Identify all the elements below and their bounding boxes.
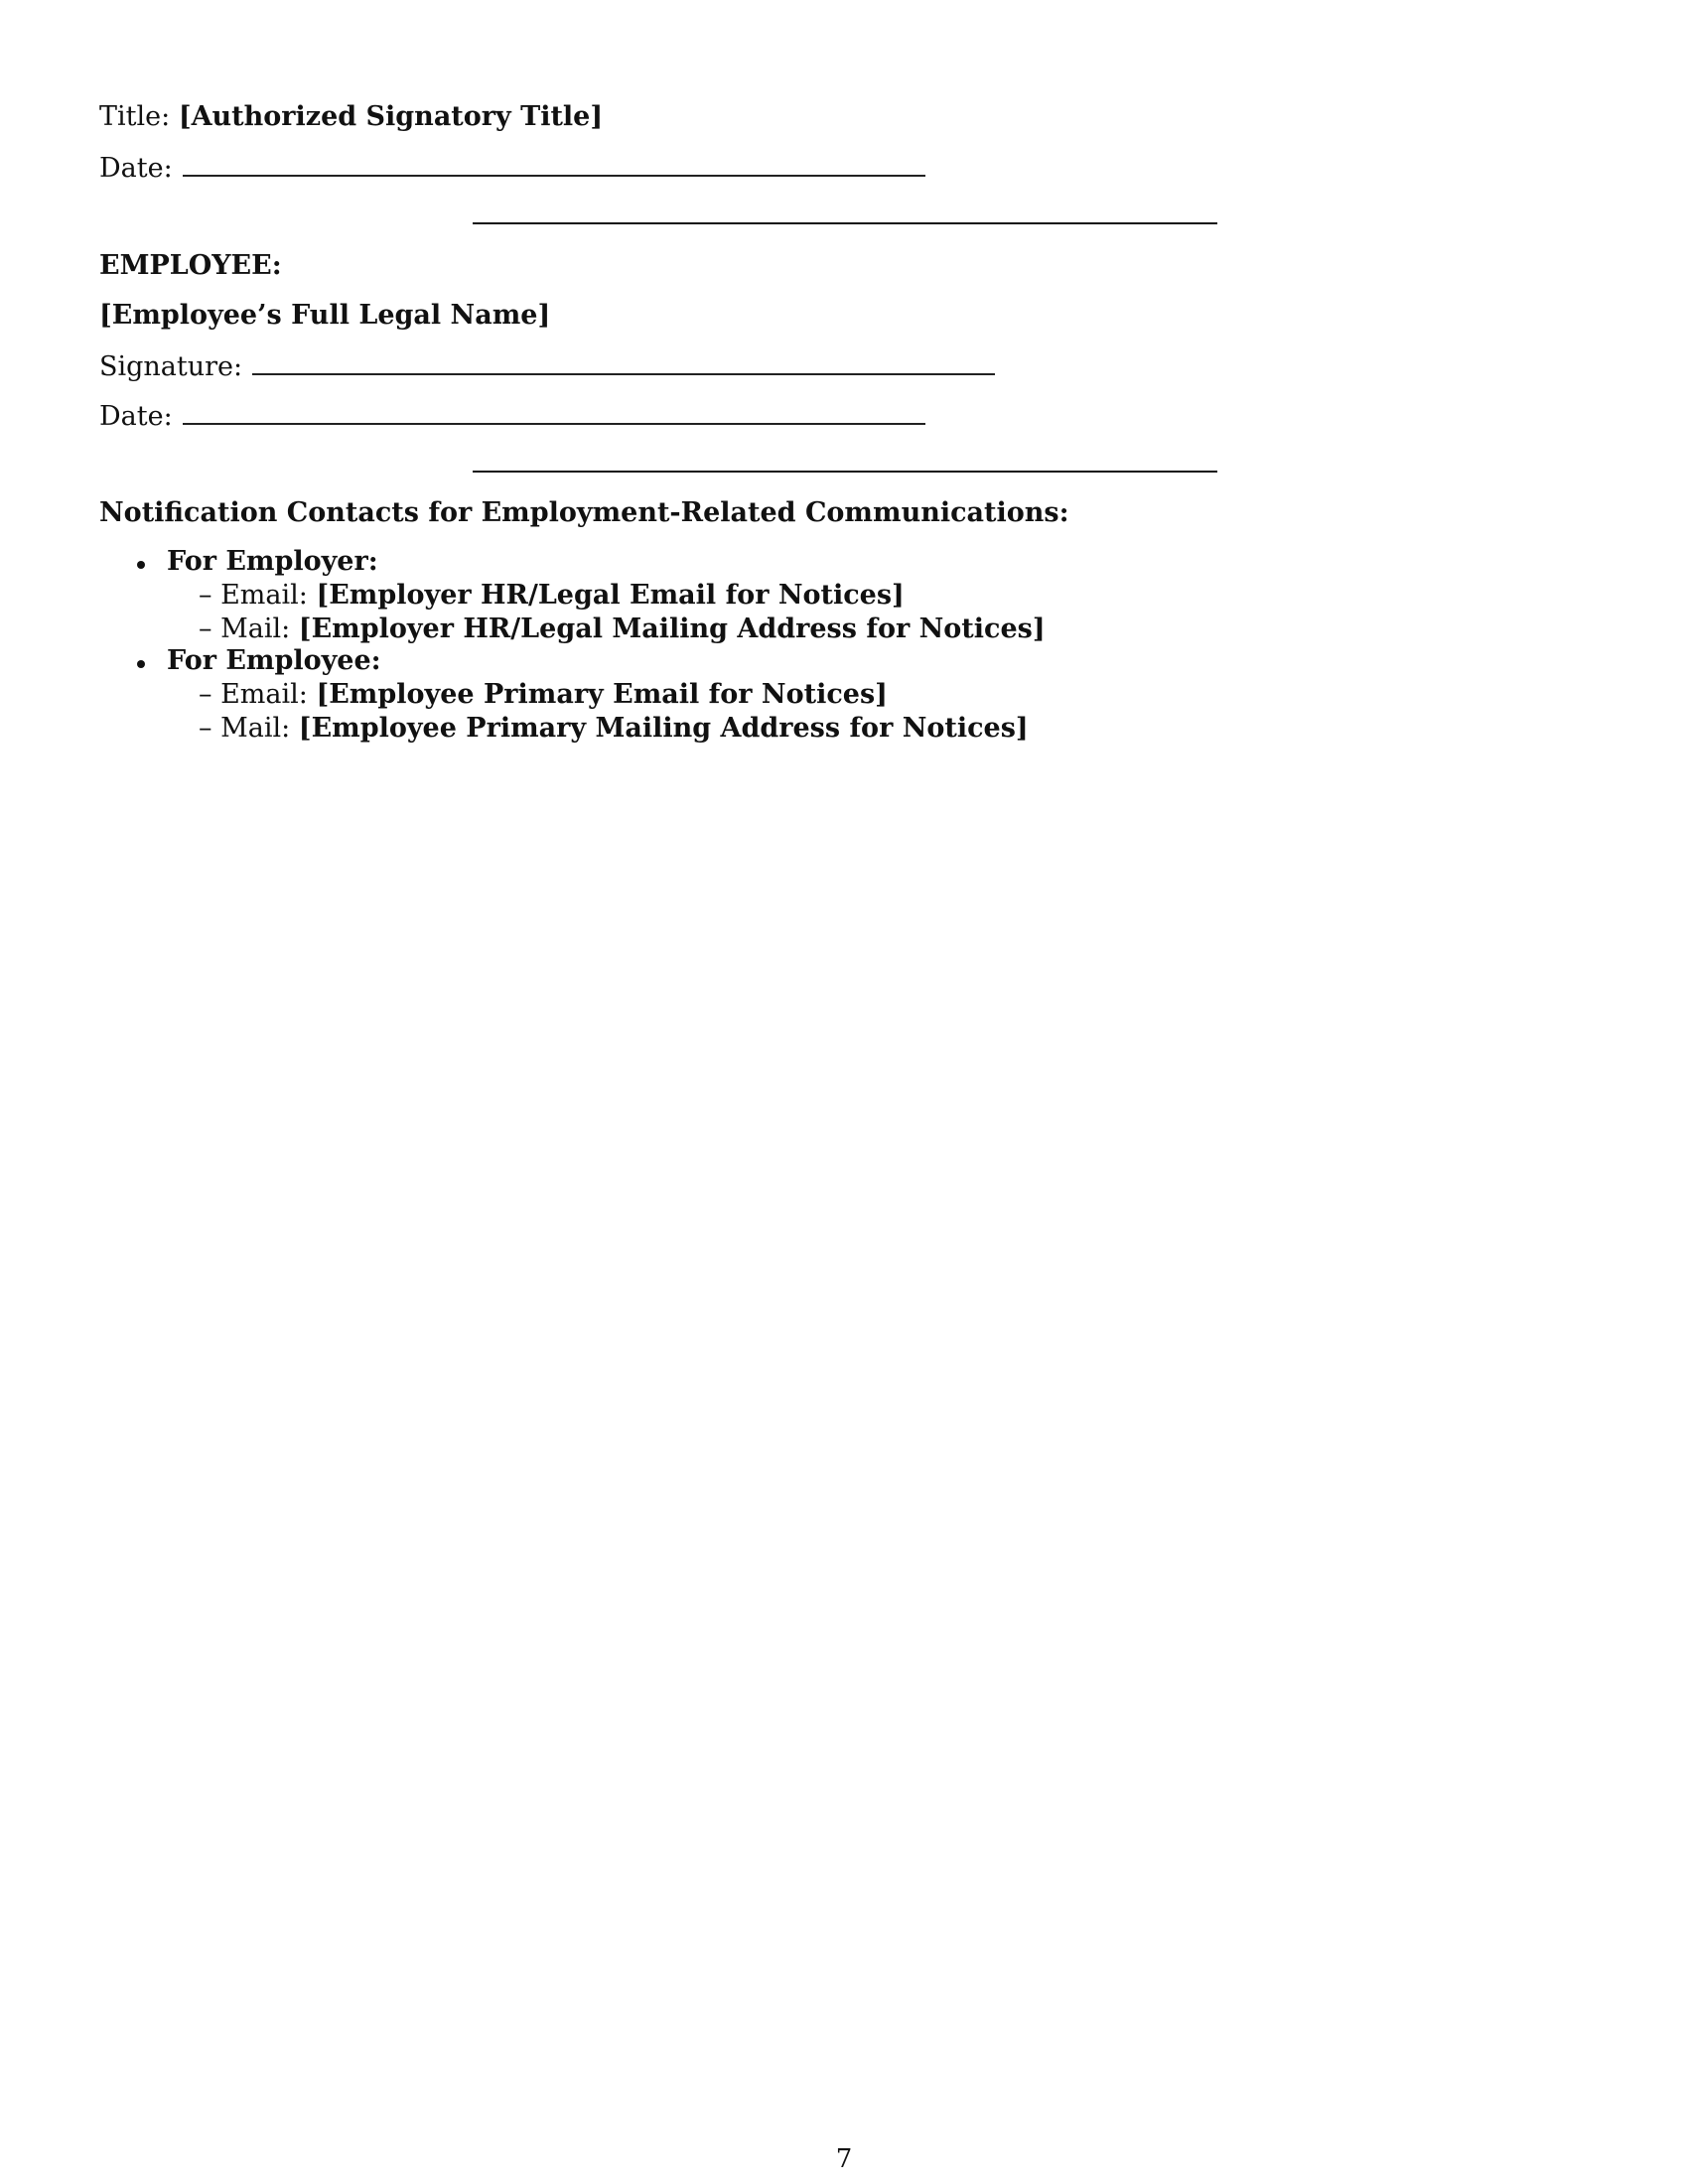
employee-email-item <box>199 677 888 713</box>
employee-mail-value: [Employee Primary Mailing Address for Notices] <box>298 713 1029 744</box>
bullet-icon <box>137 561 145 569</box>
notifications-heading: Notification Contacts for Employment-Related Communications: <box>99 497 1069 528</box>
employer-date-label: Date: <box>99 153 173 184</box>
bullet-icon <box>137 660 145 668</box>
signatory-title-line <box>99 99 603 135</box>
employer-mail-item <box>199 612 1046 647</box>
page-number: 7 <box>835 2144 853 2174</box>
signature-label: Signature: <box>99 351 243 382</box>
separator-rule <box>473 222 1217 224</box>
employee-mail-label: – Mail: <box>199 713 291 744</box>
employer-email-label: – Email: <box>199 580 308 611</box>
employee-date-label: Date: <box>99 401 173 432</box>
title-value: [Authorized Signatory Title] <box>178 101 604 132</box>
employer-email-value: [Employer HR/Legal Email for Notices] <box>316 580 905 611</box>
for-employer-label: For Employer: <box>167 546 378 577</box>
employee-heading: EMPLOYEE: <box>99 250 282 281</box>
employee-date-blank[interactable] <box>183 397 925 425</box>
employer-email-item <box>199 578 905 614</box>
employer-date-blank[interactable] <box>183 149 925 177</box>
employer-date-line <box>99 149 925 187</box>
employee-email-value: [Employee Primary Email for Notices] <box>316 679 888 710</box>
separator-rule <box>473 471 1217 473</box>
title-label: Title: <box>99 101 171 132</box>
employee-signature-line <box>99 347 995 385</box>
employer-mail-label: – Mail: <box>199 614 291 644</box>
employee-name: [Employee’s Full Legal Name] <box>99 300 551 331</box>
signature-blank[interactable] <box>252 347 995 375</box>
employee-date-line <box>99 397 925 435</box>
employee-mail-item <box>199 711 1029 747</box>
for-employee-label: For Employee: <box>167 645 381 676</box>
employee-email-label: – Email: <box>199 679 308 710</box>
employer-mail-value: [Employer HR/Legal Mailing Address for Notices] <box>298 614 1046 644</box>
